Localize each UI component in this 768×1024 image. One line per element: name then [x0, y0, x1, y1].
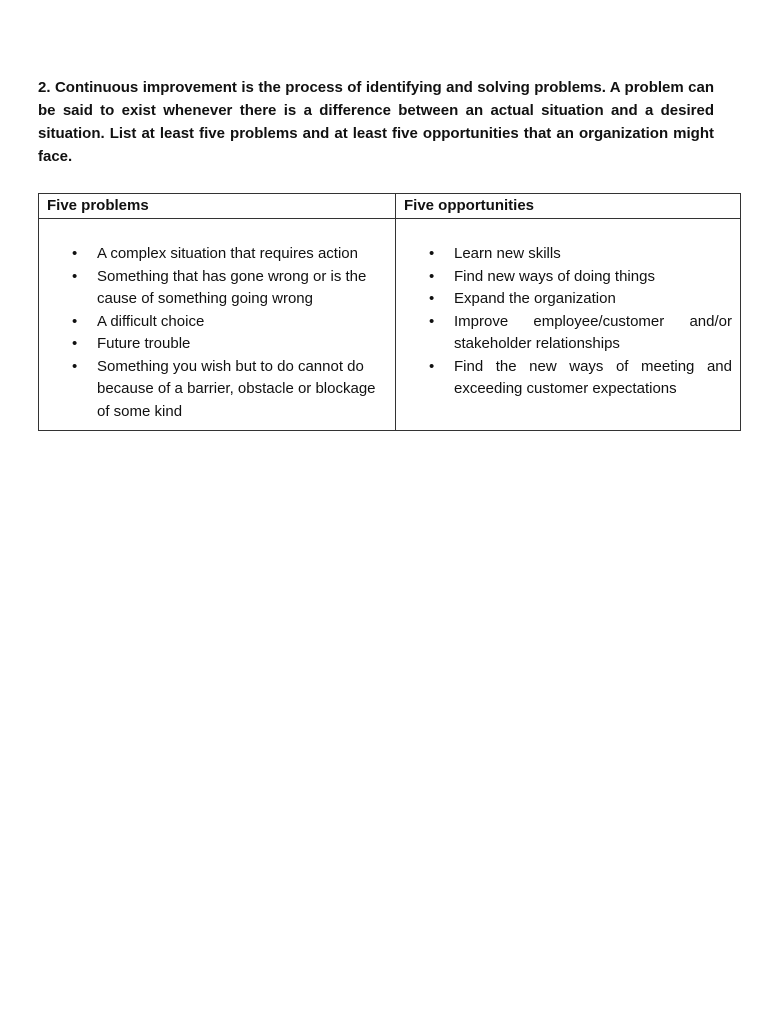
header-five-problems: Five problems [39, 194, 396, 219]
table-row [39, 219, 741, 431]
bullet-icon: • [72, 267, 78, 285]
list-item: • Expand the organization [404, 288, 732, 311]
list-item: • A complex situation that requires action [47, 243, 387, 266]
list-item: • Something that has gone wrong or is the cause of something going wrong [72, 267, 367, 307]
question-text: 2. Continuous improvement is the process of identifying and solving problems. A problem can be said to exist whenever there is a difference between an actual situation and a desired situation. List at least five problems and at least five opportunities that an organization might face. [38, 79, 714, 165]
bullet-icon: • [72, 335, 78, 352]
opportunities-list [404, 243, 732, 401]
bullet-icon: • [72, 357, 78, 375]
list-item: • Future trouble [47, 333, 387, 356]
list-item: • Something you wish but to do cannot do because of a barrier, obstacle or blockage of some kind [72, 357, 376, 420]
bullet-icon: • [429, 357, 435, 375]
bullet-icon: • [429, 290, 435, 307]
list-item: • Improve employee/customer and/or stakeholder relationships [429, 312, 732, 352]
bullet-icon: • [72, 312, 78, 330]
bullet-icon: • [72, 245, 78, 262]
list-item: • Learn new skills [404, 243, 732, 266]
list-item: • A difficult choice [47, 311, 387, 334]
header-five-opportunities: Five opportunities [396, 194, 741, 219]
problems-list [47, 243, 387, 423]
list-item: • Find new ways of doing things [404, 266, 732, 289]
bullet-icon: • [429, 312, 435, 330]
table-header-row [39, 194, 741, 219]
opportunities-cell [396, 219, 741, 431]
bullet-icon: • [429, 267, 435, 285]
problems-opportunities-table [38, 193, 741, 431]
bullet-icon: • [429, 245, 435, 262]
list-item: • Find the new ways of meeting and exceeding customer expectations [429, 357, 732, 397]
problems-cell [39, 219, 396, 431]
